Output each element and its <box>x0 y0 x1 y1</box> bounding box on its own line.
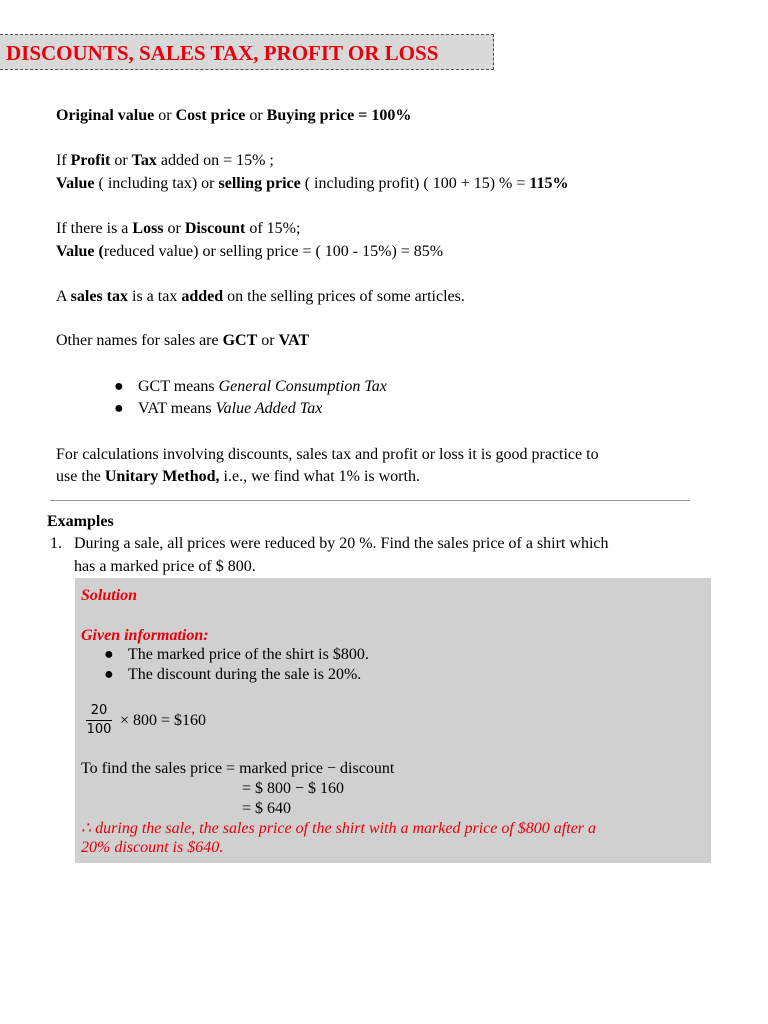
text: of 15%; <box>245 220 301 237</box>
text-discount: Discount <box>184 220 246 237</box>
fraction-denominator: 100 <box>86 722 112 737</box>
text: GCT means <box>138 378 219 395</box>
text: is a tax <box>128 288 182 305</box>
fraction <box>86 703 112 738</box>
list-item <box>114 377 387 397</box>
intro-line-1 <box>56 106 411 126</box>
calc-step-1: To find the sales price = marked price − discount <box>81 760 395 777</box>
example-question-line-1: During a sale, all prices were reduced by 20 %. Find the sales price of a shirt which <box>74 535 609 552</box>
fraction-bar <box>86 720 112 721</box>
intro-line-3 <box>56 174 569 194</box>
text: reduced value) or selling price = ( 100 - 15%) = 85% <box>103 243 444 260</box>
text: or <box>257 332 279 349</box>
text: added on = 15% ; <box>156 152 274 169</box>
example-question-line-2: has a marked price of $ 800. <box>74 558 256 575</box>
calc-step-3: = $ 640 <box>242 800 292 817</box>
intro-line-2 <box>56 151 274 171</box>
example-number: 1. <box>50 535 62 552</box>
intro-line-6 <box>56 287 465 307</box>
text: ( including profit) ( 100 + 15) % = <box>300 175 530 192</box>
text-115: 115% <box>529 175 569 192</box>
calc-result: × 800 = $160 <box>120 712 207 729</box>
given-information-label: Given information: <box>81 627 209 644</box>
bullet-icon: ● <box>104 666 114 683</box>
text-sales-tax: sales tax <box>70 288 128 305</box>
list-item <box>104 665 361 685</box>
text-vat-meaning: Value Added Tax <box>215 400 323 417</box>
intro-line-4 <box>56 219 300 239</box>
divider <box>50 500 690 501</box>
text: ( including tax) or <box>94 175 219 192</box>
text: i.e., we find what 1% is worth. <box>219 468 420 485</box>
text-added: added <box>181 288 224 305</box>
bullet-icon: ● <box>114 378 124 395</box>
intro-line-5 <box>56 242 443 262</box>
text: or <box>110 152 132 169</box>
text: Other names for sales are <box>56 332 223 349</box>
text: If <box>56 152 71 169</box>
text-unitary-method: Unitary Method, <box>104 468 220 485</box>
text-selling-price: selling price <box>218 175 301 192</box>
list-item <box>104 645 369 665</box>
intro-line-7 <box>56 331 309 351</box>
text-buying-price: Buying price = 100% <box>266 107 412 124</box>
bullet-icon: ● <box>114 400 124 417</box>
text-cost-price: Cost price <box>175 107 246 124</box>
text-tax: Tax <box>131 152 157 169</box>
practice-line-2 <box>56 467 420 487</box>
text: or <box>163 220 185 237</box>
text-value: Value ( <box>56 243 104 260</box>
conclusion-line-2: 20% discount is $640. <box>81 839 224 856</box>
text: A <box>56 288 71 305</box>
given-discount: The discount during the sale is 20%. <box>128 666 362 683</box>
practice-line-1: For calculations involving discounts, sales tax and profit or loss it is good practice to <box>56 446 599 463</box>
given-marked-price: The marked price of the shirt is $800. <box>128 646 369 663</box>
text-loss: Loss <box>132 220 164 237</box>
text: or <box>245 107 267 124</box>
text: on the selling prices of some articles. <box>223 288 465 305</box>
text-profit: Profit <box>70 152 111 169</box>
text: VAT means <box>138 400 216 417</box>
text: If there is a <box>56 220 133 237</box>
fraction-numerator: 20 <box>90 703 108 718</box>
calc-step-2: = $ 800 − $ 160 <box>242 780 345 797</box>
bullet-icon: ● <box>104 646 114 663</box>
text-vat: VAT <box>278 332 310 349</box>
text-gct-meaning: General Consumption Tax <box>218 378 387 395</box>
examples-heading: Examples <box>47 513 114 530</box>
text-original-value: Original value <box>56 107 155 124</box>
solution-label: Solution <box>81 587 138 604</box>
list-item <box>114 399 322 419</box>
conclusion-line-1: ∴ during the sale, the sales price of the shirt with a marked price of $800 after a <box>81 820 597 837</box>
page-title: DISCOUNTS, SALES TAX, PROFIT OR LOSS <box>6 41 439 65</box>
text-gct: GCT <box>222 332 258 349</box>
text: or <box>154 107 176 124</box>
text: use the <box>56 468 105 485</box>
text-value: Value <box>56 175 95 192</box>
